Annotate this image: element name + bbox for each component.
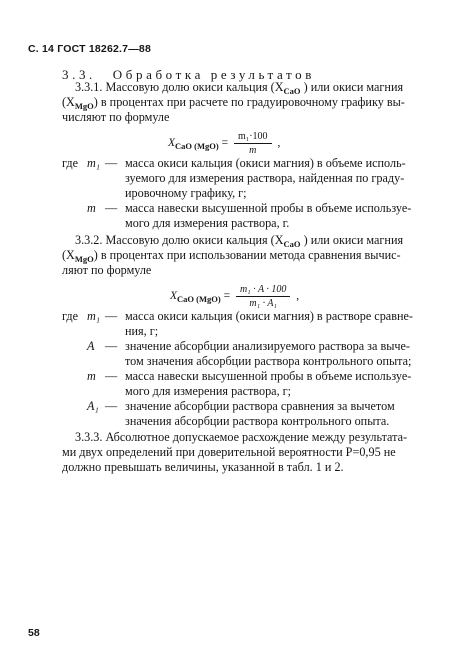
- where-2-dash-1: —: [105, 339, 118, 353]
- formula-2-sub: CaO (MgO): [177, 294, 221, 305]
- p331-line-1: 3.3.1. Массовую долю окиси кальция ($X_{CaO}$ ) или окиси магния: [75, 80, 404, 96]
- where-2-item-2-line-0: масса навески высушенной пробы в объеме используе-: [125, 369, 412, 383]
- where-1-dash-0: —: [105, 156, 118, 170]
- where-2-sym-3: A₁: [87, 399, 99, 413]
- where-2-dash-2: —: [105, 369, 118, 383]
- p333-line-1: 3.3.3. Абсолютное допускаемое расхождение между результата-: [75, 430, 408, 444]
- formula-1-eq: =: [221, 137, 229, 150]
- where-1-intro: где: [62, 156, 79, 170]
- p332-line-1: 3.3.2. Массовую долю окиси кальция ($X_{CaO}$ ) или окиси магния: [75, 233, 404, 249]
- where-2-item-3-line-1: значения абсорбции раствора контрольного опыта.: [125, 414, 390, 428]
- formula-2-lhs: X: [170, 290, 178, 303]
- where-1-sym-1: m: [87, 201, 96, 215]
- p332-line-2: $(X_{MgO})$ в процентах при использовании метода сравнения вычис-: [62, 248, 401, 264]
- page-header: С. 14 ГОСТ 18262.7—88: [28, 43, 151, 55]
- formula-1-fraction: [234, 131, 272, 156]
- formula-2-denominator: m₁ · A₁: [249, 298, 277, 309]
- where-2-item-0-line-1: ния, г;: [125, 324, 159, 338]
- where-2-dash-0: —: [105, 309, 118, 323]
- where-1-item-0-line-2: ировочному графику, г;: [125, 186, 247, 200]
- where-2-item-1-line-0: значение абсорбции анализируемого раствора за выче-: [125, 339, 410, 353]
- p333-line-2: ми двух определений при доверительной вероятности P=0,95 не: [62, 445, 396, 459]
- section-title: Обработка результатов: [112, 67, 315, 82]
- where-2-intro: где: [62, 309, 79, 323]
- where-2-sym-0: m₁: [87, 309, 101, 323]
- where-2-dash-3: —: [105, 399, 118, 413]
- formula-2-tail: ,: [296, 290, 300, 303]
- p331-line-2: $(X_{MgO})$ в процентах при расчете по градуировочному графику вы-: [62, 95, 405, 111]
- formula-1-numerator: m₁·100: [234, 131, 272, 144]
- p333-line-3: должно превышать величины, указанной в табл. 1 и 2.: [62, 460, 344, 474]
- where-2-item-0-line-0: масса окиси кальция (окиси магния) в растворе сравне-: [125, 309, 413, 323]
- where-1-item-1-line-1: мого для измерения раствора, г.: [125, 216, 290, 230]
- where-2-item-1-line-1: том значения абсорбции раствора контрольного опыта;: [125, 354, 412, 368]
- formula-2-numerator: m₁ · A · 100: [236, 284, 290, 297]
- formula-1: [168, 131, 280, 156]
- where-1-item-1-line-0: масса навески высушенной пробы в объеме используе-: [125, 201, 412, 215]
- where-1-sym-0: m₁: [87, 156, 101, 170]
- formula-1-lhs: X: [168, 137, 176, 150]
- p331-line-3: числяют по формуле: [62, 110, 170, 124]
- formula-1-denominator: m: [249, 145, 257, 156]
- where-2-item-3-line-0: значение абсорбции раствора сравнения за вычетом: [125, 399, 395, 413]
- where-2-item-2-line-1: мого для измерения раствора, г;: [125, 384, 292, 398]
- page-number: 58: [28, 627, 40, 639]
- section-number: 3.3.: [62, 67, 96, 82]
- where-1-item-0-line-1: зуемого для измерения раствора, найденная по граду-: [125, 171, 405, 185]
- p332-line-3: ляют по формуле: [62, 263, 152, 277]
- formula-2-eq: =: [223, 290, 231, 303]
- where-1-dash-1: —: [105, 201, 118, 215]
- where-2-sym-1: A: [87, 339, 95, 353]
- formula-1-tail: ,: [277, 137, 281, 150]
- formula-2-fraction: [236, 284, 290, 309]
- formula-2: [170, 284, 299, 309]
- where-2-sym-2: m: [87, 369, 96, 383]
- where-1-item-0-line-0: масса окиси кальция (окиси магния) в объеме исполь-: [125, 156, 406, 170]
- formula-1-sub: CaO (MgO): [175, 141, 219, 152]
